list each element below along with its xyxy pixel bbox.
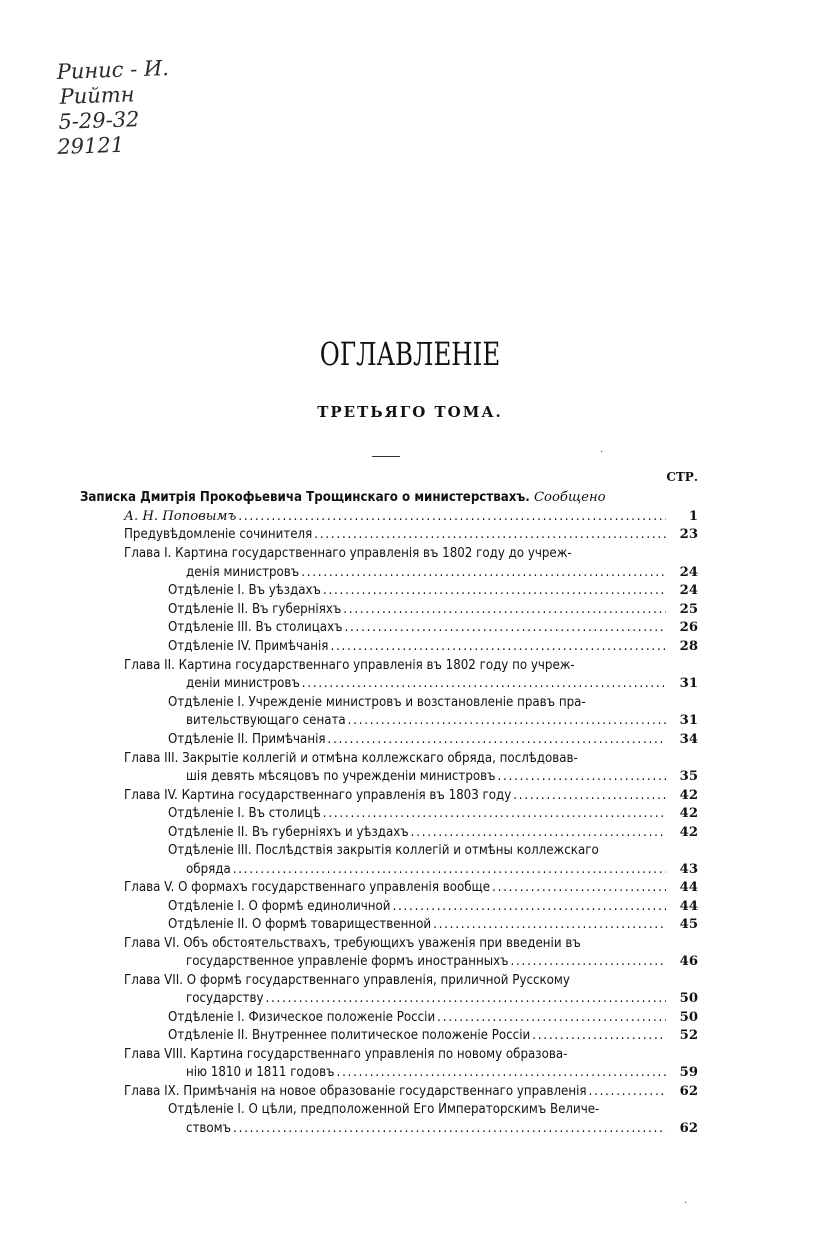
toc-page: 35	[679, 769, 698, 784]
toc-entry	[186, 989, 698, 1008]
toc-entry-text: Глава VI. Объ обстоятельствахъ, требующихъ уваженiя при введенiи въ	[124, 936, 581, 951]
page-title: ОГЛАВЛЕНIЕ	[319, 335, 501, 373]
toc-entry	[168, 1100, 668, 1119]
toc-page: 42	[679, 788, 698, 803]
toc-entry-text: Отдѣленiе I. Физическое положенiе Россiи	[168, 1010, 436, 1025]
toc-entry	[186, 674, 698, 693]
toc-page: 62	[679, 1121, 698, 1136]
toc-entry	[124, 656, 668, 675]
toc-entry	[168, 693, 668, 712]
toc-entry	[168, 1026, 698, 1045]
toc-entry-text: Предувѣдомленiе сочинителя	[124, 527, 313, 542]
toc-entry	[124, 934, 668, 953]
toc-entry-text: Глава IX. Примѣчанiя на новое образованiе государственнаго управленiя	[124, 1084, 587, 1099]
toc-entry-text: Записка Дмитрiя Прокофьевича Трощинскаго о министерствахъ.	[80, 490, 534, 505]
toc-entry-text: Отдѣленiе II. Примѣчанiя	[168, 732, 326, 747]
toc-entry-text: Отдѣленiе I. О цѣли, предположенной Его Императорскимъ Величе-	[168, 1102, 600, 1117]
divider	[372, 456, 400, 457]
toc-page: 62	[679, 1084, 698, 1099]
toc-entry-text: Отдѣленiе II. Въ губернiяхъ и уѣздахъ	[168, 825, 409, 840]
speck: ·	[600, 447, 604, 458]
toc-entry	[168, 841, 668, 860]
toc-entry	[80, 488, 668, 507]
toc-entry	[168, 897, 698, 916]
handwritten-line: 29121	[56, 132, 125, 159]
toc-entry	[124, 878, 698, 897]
toc-page: 46	[679, 954, 698, 969]
toc-page: 44	[679, 899, 698, 914]
toc-entry-text: Глава V. О формахъ государственнаго управленiя вообще	[124, 880, 491, 895]
toc-page: 43	[679, 862, 698, 877]
toc-page: 52	[679, 1028, 698, 1043]
toc-entry	[168, 1008, 698, 1027]
toc-entry-text: Глава II. Картина государственнаго управленiя въ 1802 году по учреж-	[124, 658, 575, 673]
toc-page: 24	[679, 565, 698, 580]
toc-entry-extra: Сообщено	[533, 490, 606, 505]
handwritten-line: Рийтн	[59, 82, 135, 109]
toc-entry-text: Глава VIII. Картина государственнаго управленiя по новому образова-	[124, 1047, 568, 1062]
toc-entry	[124, 749, 668, 768]
toc-entry	[124, 507, 698, 526]
toc-entry-text: нiю 1810 и 1811 годовъ	[186, 1065, 335, 1080]
toc-entry	[168, 804, 698, 823]
toc-entry-text: обряда	[186, 862, 231, 877]
toc-entry-text: Глава IV. Картина государственнаго управленiя въ 1803 году	[124, 788, 512, 803]
toc-page: 50	[679, 991, 698, 1006]
toc-entry	[124, 544, 668, 563]
toc-entry	[124, 971, 668, 990]
toc-entry-text: Глава III. Закрытiе коллегiй и отмѣна коллежскаго обряда, послѣдовав-	[124, 751, 578, 766]
toc-entry-text: Отдѣленiе I. Въ уѣздахъ	[168, 583, 321, 598]
toc-page: 31	[679, 713, 698, 728]
toc-entry-text: денiя министровъ	[186, 565, 300, 580]
toc-page: 24	[679, 583, 698, 598]
handwritten-note	[56, 56, 172, 160]
toc-entry-text: Глава VII. О формѣ государственнаго управленiя, приличной Русскому	[124, 973, 570, 988]
toc-entry-text: денiи министровъ	[186, 676, 300, 691]
toc-entry	[168, 730, 698, 749]
toc-entry-text: Отдѣленiе III. Послѣдствiя закрытiя коллегiй и отмѣны коллежскаго	[168, 843, 599, 858]
toc-entry	[186, 860, 698, 879]
toc-entry	[186, 767, 698, 786]
toc-entry-text: Отдѣленiе III. Въ столицахъ	[168, 620, 343, 635]
toc-entry	[186, 711, 698, 730]
page-column-header: СТР.	[666, 470, 698, 484]
toc-entry	[168, 915, 698, 934]
toc-page: 42	[679, 825, 698, 840]
toc-entry	[168, 823, 698, 842]
toc-page: 44	[679, 880, 698, 895]
toc-entry	[186, 563, 698, 582]
toc-page: 50	[679, 1010, 698, 1025]
toc-entry-text: Отдѣленiе II. О формѣ товарищественной	[168, 917, 432, 932]
toc-entry	[124, 1082, 698, 1101]
toc-entry-text: государственное управленiе формъ иностранныхъ	[186, 954, 509, 969]
toc-page: 1	[688, 509, 698, 524]
toc-entry	[124, 786, 698, 805]
handwritten-line: 5-29-32	[58, 107, 140, 134]
toc-entry-text: Отдѣленiе II. Внутреннее политическое положенiе Россiи	[168, 1028, 531, 1043]
toc-entry-text: Отдѣленiе IV. Примѣчанiя	[168, 639, 329, 654]
toc-page: 26	[679, 620, 698, 635]
toc-entry-text: шiя девять мѣсяцовъ по учрежденiи министровъ	[186, 769, 496, 784]
toc-page: 42	[679, 806, 698, 821]
toc-page: 25	[679, 602, 698, 617]
toc-entry	[168, 600, 698, 619]
toc-page: 59	[679, 1065, 698, 1080]
toc-entry	[124, 1045, 668, 1064]
toc-page: 28	[679, 639, 698, 654]
toc-entry-text: Отдѣленiе II. Въ губернiяхъ	[168, 602, 342, 617]
toc-entry	[186, 1119, 698, 1138]
toc-page: 31	[679, 676, 698, 691]
toc-entry-text: государству	[186, 991, 264, 1006]
toc-entry-text: Отдѣленiе I. О формѣ единоличной	[168, 899, 391, 914]
toc-entry-text: Отдѣленiе I. Учрежденiе министровъ и возстановленiе правъ пра-	[168, 695, 586, 710]
toc-entry	[168, 637, 698, 656]
toc-entry-text: вительствующаго сената	[186, 713, 346, 728]
toc-entry	[168, 581, 698, 600]
toc-entry	[168, 618, 698, 637]
handwritten-line: Ринис - И.	[56, 56, 170, 84]
toc-entry-text: А. Н. Поповымъ	[124, 509, 237, 524]
toc-page: 34	[679, 732, 698, 747]
toc-page: 45	[679, 917, 698, 932]
toc-entry-text: Глава I. Картина государственнаго управленiя въ 1802 году до учреж-	[124, 546, 572, 561]
toc-entry-text: Отдѣленiе I. Въ столицѣ	[168, 806, 321, 821]
page-subtitle: ТРЕТЬЯГО ТОМА.	[317, 403, 503, 421]
toc-entry	[186, 952, 698, 971]
toc-entry	[186, 1063, 698, 1082]
toc-entry	[124, 525, 698, 544]
speck: ·	[684, 1198, 688, 1209]
toc-page: 23	[679, 527, 698, 542]
toc-entry-text: ствомъ	[186, 1121, 232, 1136]
